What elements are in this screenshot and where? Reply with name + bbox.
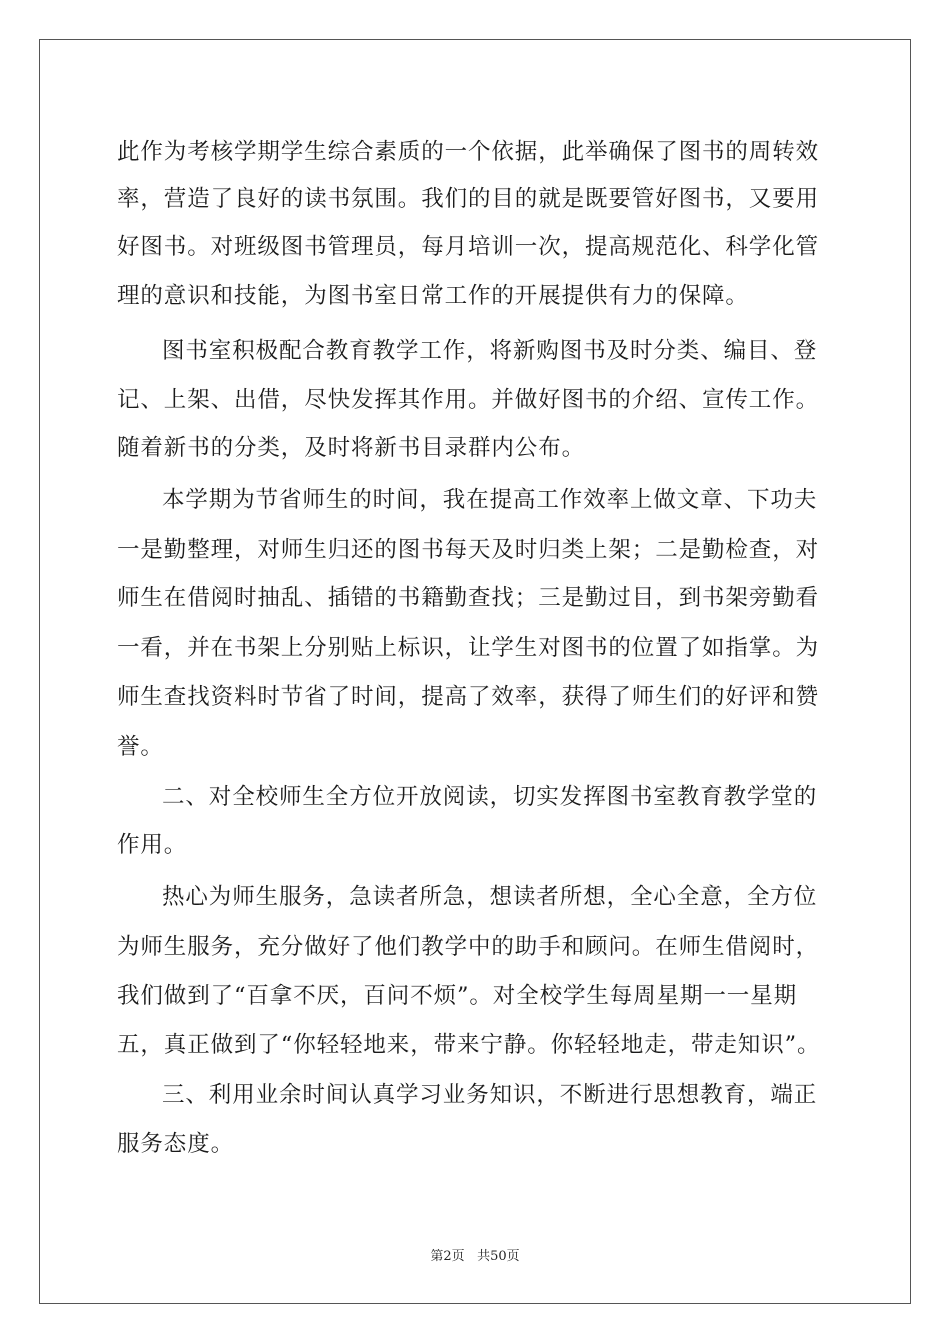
body-line: 我们做到了“百拿不厌，百问不烦”。对全校学生每周星期一一星期 [117, 983, 798, 1009]
paragraph-first-line: 热心为师生服务，急读者所急，想读者所想，全心全意，全方位 [162, 884, 818, 910]
body-line: 理的意识和技能，为图书室日常工作的开展提供有力的保障。 [117, 283, 749, 309]
body-line: 记、上架、出借，尽快发挥其作用。并做好图书的介绍、宣传工作。 [117, 387, 820, 413]
body-line: 誉。 [117, 734, 164, 760]
section-heading: 二、对全校师生全方位开放阅读，切实发挥图书室教育教学堂的 [162, 784, 818, 810]
page-border [39, 39, 911, 1304]
page-total: 共50页 [477, 1249, 520, 1264]
page-number: 第2页 [430, 1249, 465, 1264]
section-heading-continuation: 作用。 [117, 832, 188, 858]
body-line: 率，营造了良好的读书氛围。我们的目的就是既要管好图书，又要用 [117, 186, 820, 212]
body-line: 随着新书的分类，及时将新书目录群内公布。 [117, 435, 586, 461]
body-line: 师生查找资料时节省了时间，提高了效率，获得了师生们的好评和赞 [117, 684, 820, 710]
body-line: 一是勤整理，对师生归还的图书每天及时归类上架；二是勤检查，对 [117, 537, 820, 563]
section-heading: 三、利用业余时间认真学习业务知识，不断进行思想教育，端正 [162, 1082, 818, 1108]
body-line: 五，真正做到了“你轻轻地来，带来宁静。你轻轻地走，带走知识”。 [117, 1032, 821, 1058]
body-line: 为师生服务，充分做好了他们教学中的助手和顾问。在师生借阅时， [117, 934, 820, 960]
body-line: 好图书。对班级图书管理员，每月培训一次，提高规范化、科学化管 [117, 234, 820, 260]
body-line: 此作为考核学期学生综合素质的一个依据，此举确保了图书的周转效 [117, 139, 820, 165]
body-line: 师生在借阅时抽乱、插错的书籍勤查找；三是勤过目，到书架旁勤看 [117, 585, 820, 611]
paragraph-first-line: 本学期为节省师生的时间，我在提高工作效率上做文章、下功夫 [162, 487, 818, 513]
section-heading-continuation: 服务态度。 [117, 1131, 235, 1157]
body-line: 一看，并在书架上分别贴上标识，让学生对图书的位置了如指掌。为 [117, 635, 820, 661]
page-footer [0, 1248, 950, 1266]
paragraph-first-line: 图书室积极配合教育教学工作，将新购图书及时分类、编目、登 [162, 338, 818, 364]
